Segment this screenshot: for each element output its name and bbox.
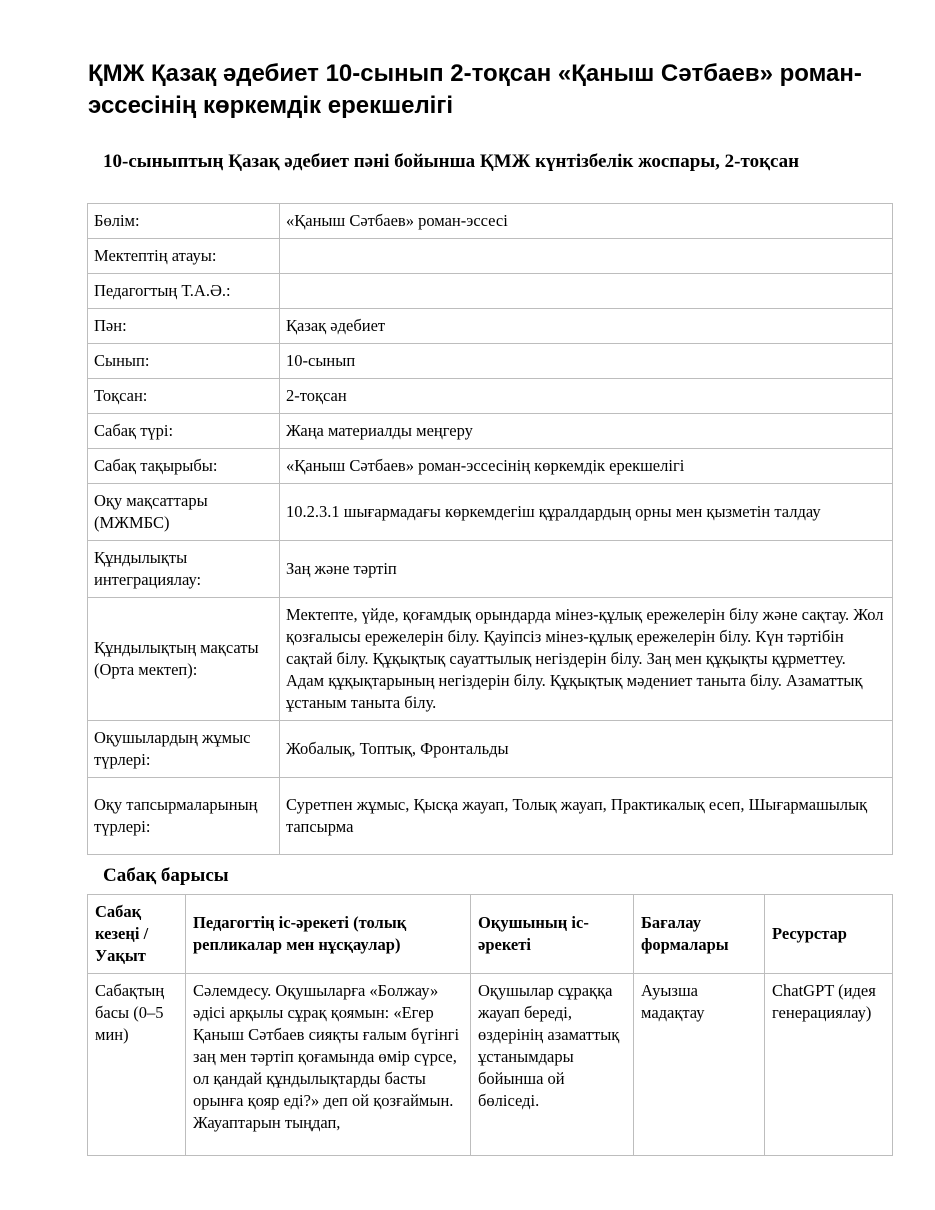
table-row	[88, 414, 893, 449]
info-label: Сынып:	[88, 344, 280, 379]
info-label: Тоқсан:	[88, 379, 280, 414]
table-row	[88, 974, 893, 1156]
table-row	[88, 239, 893, 274]
info-value: Жаңа материалды меңгеру	[280, 414, 893, 449]
info-value: 2-тоқсан	[280, 379, 893, 414]
info-label: Пән:	[88, 309, 280, 344]
info-value: «Қаныш Сәтбаев» роман-эссесінің көркемдік ерекшелігі	[280, 449, 893, 484]
info-value: 10.2.3.1 шығармадағы көркемдегіш құралдардың орны мен қызметін талдау	[280, 484, 893, 541]
info-value: Жобалық, Топтық, Фронтальды	[280, 721, 893, 778]
table-row	[88, 344, 893, 379]
table-row	[88, 721, 893, 778]
info-value: «Қаныш Сәтбаев» роман-эссесі	[280, 204, 893, 239]
lesson-progress-heading: Сабақ барысы	[103, 865, 229, 886]
column-header: Бағалау формалары	[634, 895, 765, 974]
info-value	[280, 274, 893, 309]
info-value: Заң және тәртіп	[280, 541, 893, 598]
info-value	[280, 239, 893, 274]
info-value: Мектепте, үйде, қоғамдық орындарда мінез-құлық ережелерін білу және сақтау. Жол қозғалысы ережелерін білу. Қауіпсіз мінез-құлық ережелерін білу. Күн тәртібін сақтай білу. Құқықтық сауаттылық негіздерін білу. Заң мен құқықты құрметтеу. Адам құқықтарының негіздерін білу. Құқықтық мәдениет таныта білу. Азаматтық ұстаным таныта білу.	[280, 598, 893, 721]
info-label: Мектептің атауы:	[88, 239, 280, 274]
lesson-info-table	[87, 203, 893, 855]
table-row	[88, 484, 893, 541]
table-cell: Сәлемдесу. Оқушыларға «Болжау» әдісі арқылы сұрақ қоямын: «Егер Қаныш Сәтбаев сияқты ғалым бүгінгі заң мен тәртіп қоғамында өмір сүрсе, ол қандай құндылықтарды басты орынға қояр еді?» деп ой қозғаймын. Жауаптарын тыңдап,	[186, 974, 471, 1156]
column-header: Ресурстар	[765, 895, 893, 974]
lesson-progress-table	[87, 894, 893, 1156]
document-title: ҚМЖ Қазақ әдебиет 10-сынып 2-тоқсан «Қаныш Сәтбаев» роман-эссесінің көркемдік ерекшелігі	[88, 60, 862, 119]
info-value: Қазақ әдебиет	[280, 309, 893, 344]
table-row	[88, 274, 893, 309]
column-header: Сабақ кезеңі / Уақыт	[88, 895, 186, 974]
table-row	[88, 309, 893, 344]
table-row	[88, 778, 893, 855]
table-row	[88, 449, 893, 484]
info-value: Суретпен жұмыс, Қысқа жауап, Толық жауап, Практикалық есеп, Шығармашылық тапсырма	[280, 778, 893, 855]
info-label: Құндылықты интеграциялау:	[88, 541, 280, 598]
info-label: Бөлім:	[88, 204, 280, 239]
table-header-row	[88, 895, 893, 974]
table-cell: Ауызша мадақтау	[634, 974, 765, 1156]
plan-heading: 10-сыныптың Қазақ әдебиет пәні бойынша ҚМЖ күнтізбелік жоспары, 2-тоқсан	[103, 151, 800, 172]
table-cell: Сабақтың басы (0–5 мин)	[88, 974, 186, 1156]
info-label: Сабақ тақырыбы:	[88, 449, 280, 484]
info-label: Оқу тапсырмаларының түрлері:	[88, 778, 280, 855]
table-cell: ChatGPT (идея генерациялау)	[765, 974, 893, 1156]
table-row	[88, 204, 893, 239]
info-label: Құндылықтың мақсаты (Орта мектеп):	[88, 598, 280, 721]
info-label: Сабақ түрі:	[88, 414, 280, 449]
table-row	[88, 541, 893, 598]
column-header: Оқушының іс-әрекеті	[471, 895, 634, 974]
table-row	[88, 379, 893, 414]
column-header: Педагогтің іс-әрекеті (толық репликалар мен нұсқаулар)	[186, 895, 471, 974]
table-row	[88, 598, 893, 721]
info-value: 10-сынып	[280, 344, 893, 379]
info-label: Оқу мақсаттары (МЖМБС)	[88, 484, 280, 541]
info-label: Оқушылардың жұмыс түрлері:	[88, 721, 280, 778]
info-label: Педагогтың Т.А.Ә.:	[88, 274, 280, 309]
table-cell: Оқушылар сұраққа жауап береді, өздерінің азаматтық ұстанымдары бойынша ой бөліседі.	[471, 974, 634, 1156]
